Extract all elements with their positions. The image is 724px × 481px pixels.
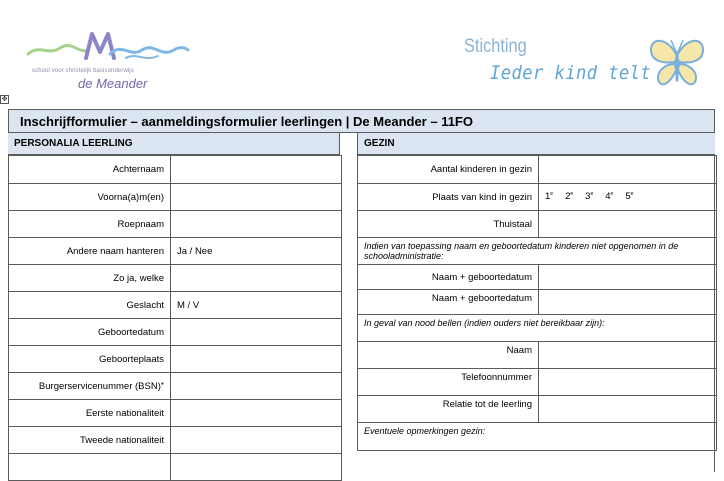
label-thuistaal: Thuistaal <box>358 211 539 238</box>
label-voornamen: Voorna(a)m(en) <box>9 184 171 211</box>
tweede-nationaliteit-field[interactable] <box>171 427 342 454</box>
label-plaats-kind: Plaats van kind in gezin <box>358 184 539 211</box>
note-children: Indien van toepassing naam en geboortedatum kinderen niet opgenomen in de schooladministratie: <box>358 238 717 265</box>
gezin-table <box>357 155 717 451</box>
table-row <box>358 156 717 184</box>
table-row <box>9 454 342 481</box>
label-tweede-nationaliteit: Tweede nationaliteit <box>9 427 171 454</box>
naam-field[interactable] <box>539 342 717 369</box>
telefoon-field[interactable] <box>539 369 717 396</box>
table-row <box>358 423 717 451</box>
thuistaal-field[interactable] <box>539 211 717 238</box>
butterfly-icon <box>647 34 707 92</box>
plaats-kind-options[interactable] <box>539 184 717 211</box>
label-relatie: Relatie tot de leerling <box>358 396 539 423</box>
table-row <box>358 396 717 423</box>
bsn-field[interactable] <box>171 373 342 400</box>
bsn-marker: * <box>160 380 164 390</box>
table-row <box>9 238 342 265</box>
roepnaam-field[interactable] <box>171 211 342 238</box>
position-5[interactable]: 5e <box>625 191 634 203</box>
table-row <box>9 373 342 400</box>
opmerkingen-field[interactable]: Eventuele opmerkingen gezin: <box>358 423 717 451</box>
table-row <box>358 369 717 396</box>
note-emergency: In geval van nood bellen (indien ouders niet bereikbaar zijn): <box>358 315 717 342</box>
position-3[interactable]: 3e <box>585 191 594 203</box>
stichting-line2: Ieder kind telt <box>490 62 652 84</box>
geboortedatum-field[interactable] <box>171 319 342 346</box>
table-row <box>358 315 717 342</box>
form-title: Inschrijfformulier – aanmeldingsformulier leerlingen | De Meander – 11FO <box>8 109 715 132</box>
relatie-field[interactable] <box>539 396 717 423</box>
label-aantal-kinderen: Aantal kinderen in gezin <box>358 156 539 184</box>
section-gezin: GEZIN <box>357 133 715 155</box>
personalia-table <box>8 155 342 481</box>
label-naam: Naam <box>358 342 539 369</box>
bsn-label-text: Burgerservicenummer (BSN) <box>38 380 161 392</box>
naam-geboortedatum-field-1[interactable] <box>539 265 717 290</box>
position-1[interactable]: 1e <box>545 191 554 203</box>
position-2[interactable]: 2e <box>565 191 574 203</box>
table-row <box>9 427 342 454</box>
label-naam-geboortedatum-2: Naam + geboortedatum <box>358 290 539 315</box>
position-4[interactable]: 4e <box>605 191 614 203</box>
label-zo-ja-welke: Zo ja, welke <box>9 265 171 292</box>
label-eerste-nationaliteit: Eerste nationaliteit <box>9 400 171 427</box>
label-geslacht: Geslacht <box>9 292 171 319</box>
table-row <box>358 184 717 211</box>
table-row <box>9 156 342 184</box>
table-row <box>9 184 342 211</box>
label-bsn <box>9 373 171 400</box>
stichting-line1: Stichting <box>464 36 527 57</box>
next-field[interactable] <box>171 454 342 481</box>
andere-naam-field[interactable]: Ja / Nee <box>171 238 342 265</box>
table-row <box>358 290 717 315</box>
zo-ja-welke-field[interactable] <box>171 265 342 292</box>
voornamen-field[interactable] <box>171 184 342 211</box>
geboorteplaats-field[interactable] <box>171 346 342 373</box>
table-row <box>9 292 342 319</box>
table-row <box>9 319 342 346</box>
label-telefoon: Telefoonnummer <box>358 369 539 396</box>
table-row <box>358 211 717 238</box>
table-row <box>358 265 717 290</box>
meander-name: de Meander <box>78 76 148 91</box>
meander-logo <box>26 28 191 92</box>
label-andere-naam: Andere naam hanteren <box>9 238 171 265</box>
table-row <box>9 265 342 292</box>
table-row <box>9 211 342 238</box>
table-move-handle-icon[interactable]: ✥ <box>1 96 8 103</box>
achternaam-field[interactable] <box>171 156 342 184</box>
label-achternaam: Achternaam <box>9 156 171 184</box>
label-roepnaam: Roepnaam <box>9 211 171 238</box>
label-next <box>9 454 171 481</box>
eerste-nationaliteit-field[interactable] <box>171 400 342 427</box>
label-geboorteplaats: Geboorteplaats <box>9 346 171 373</box>
geslacht-field[interactable]: M / V <box>171 292 342 319</box>
stichting-logo <box>462 32 712 96</box>
meander-tagline: school voor christelijk basisonderwijs <box>32 68 134 74</box>
table-row <box>358 238 717 265</box>
naam-geboortedatum-field-2[interactable] <box>539 290 717 315</box>
aantal-kinderen-field[interactable] <box>539 156 717 184</box>
table-row <box>9 346 342 373</box>
section-personalia: PERSONALIA LEERLING <box>8 133 340 155</box>
label-naam-geboortedatum-1: Naam + geboortedatum <box>358 265 539 290</box>
table-row <box>358 342 717 369</box>
label-geboortedatum: Geboortedatum <box>9 319 171 346</box>
meander-wave-icon <box>26 28 191 70</box>
table-row <box>9 400 342 427</box>
